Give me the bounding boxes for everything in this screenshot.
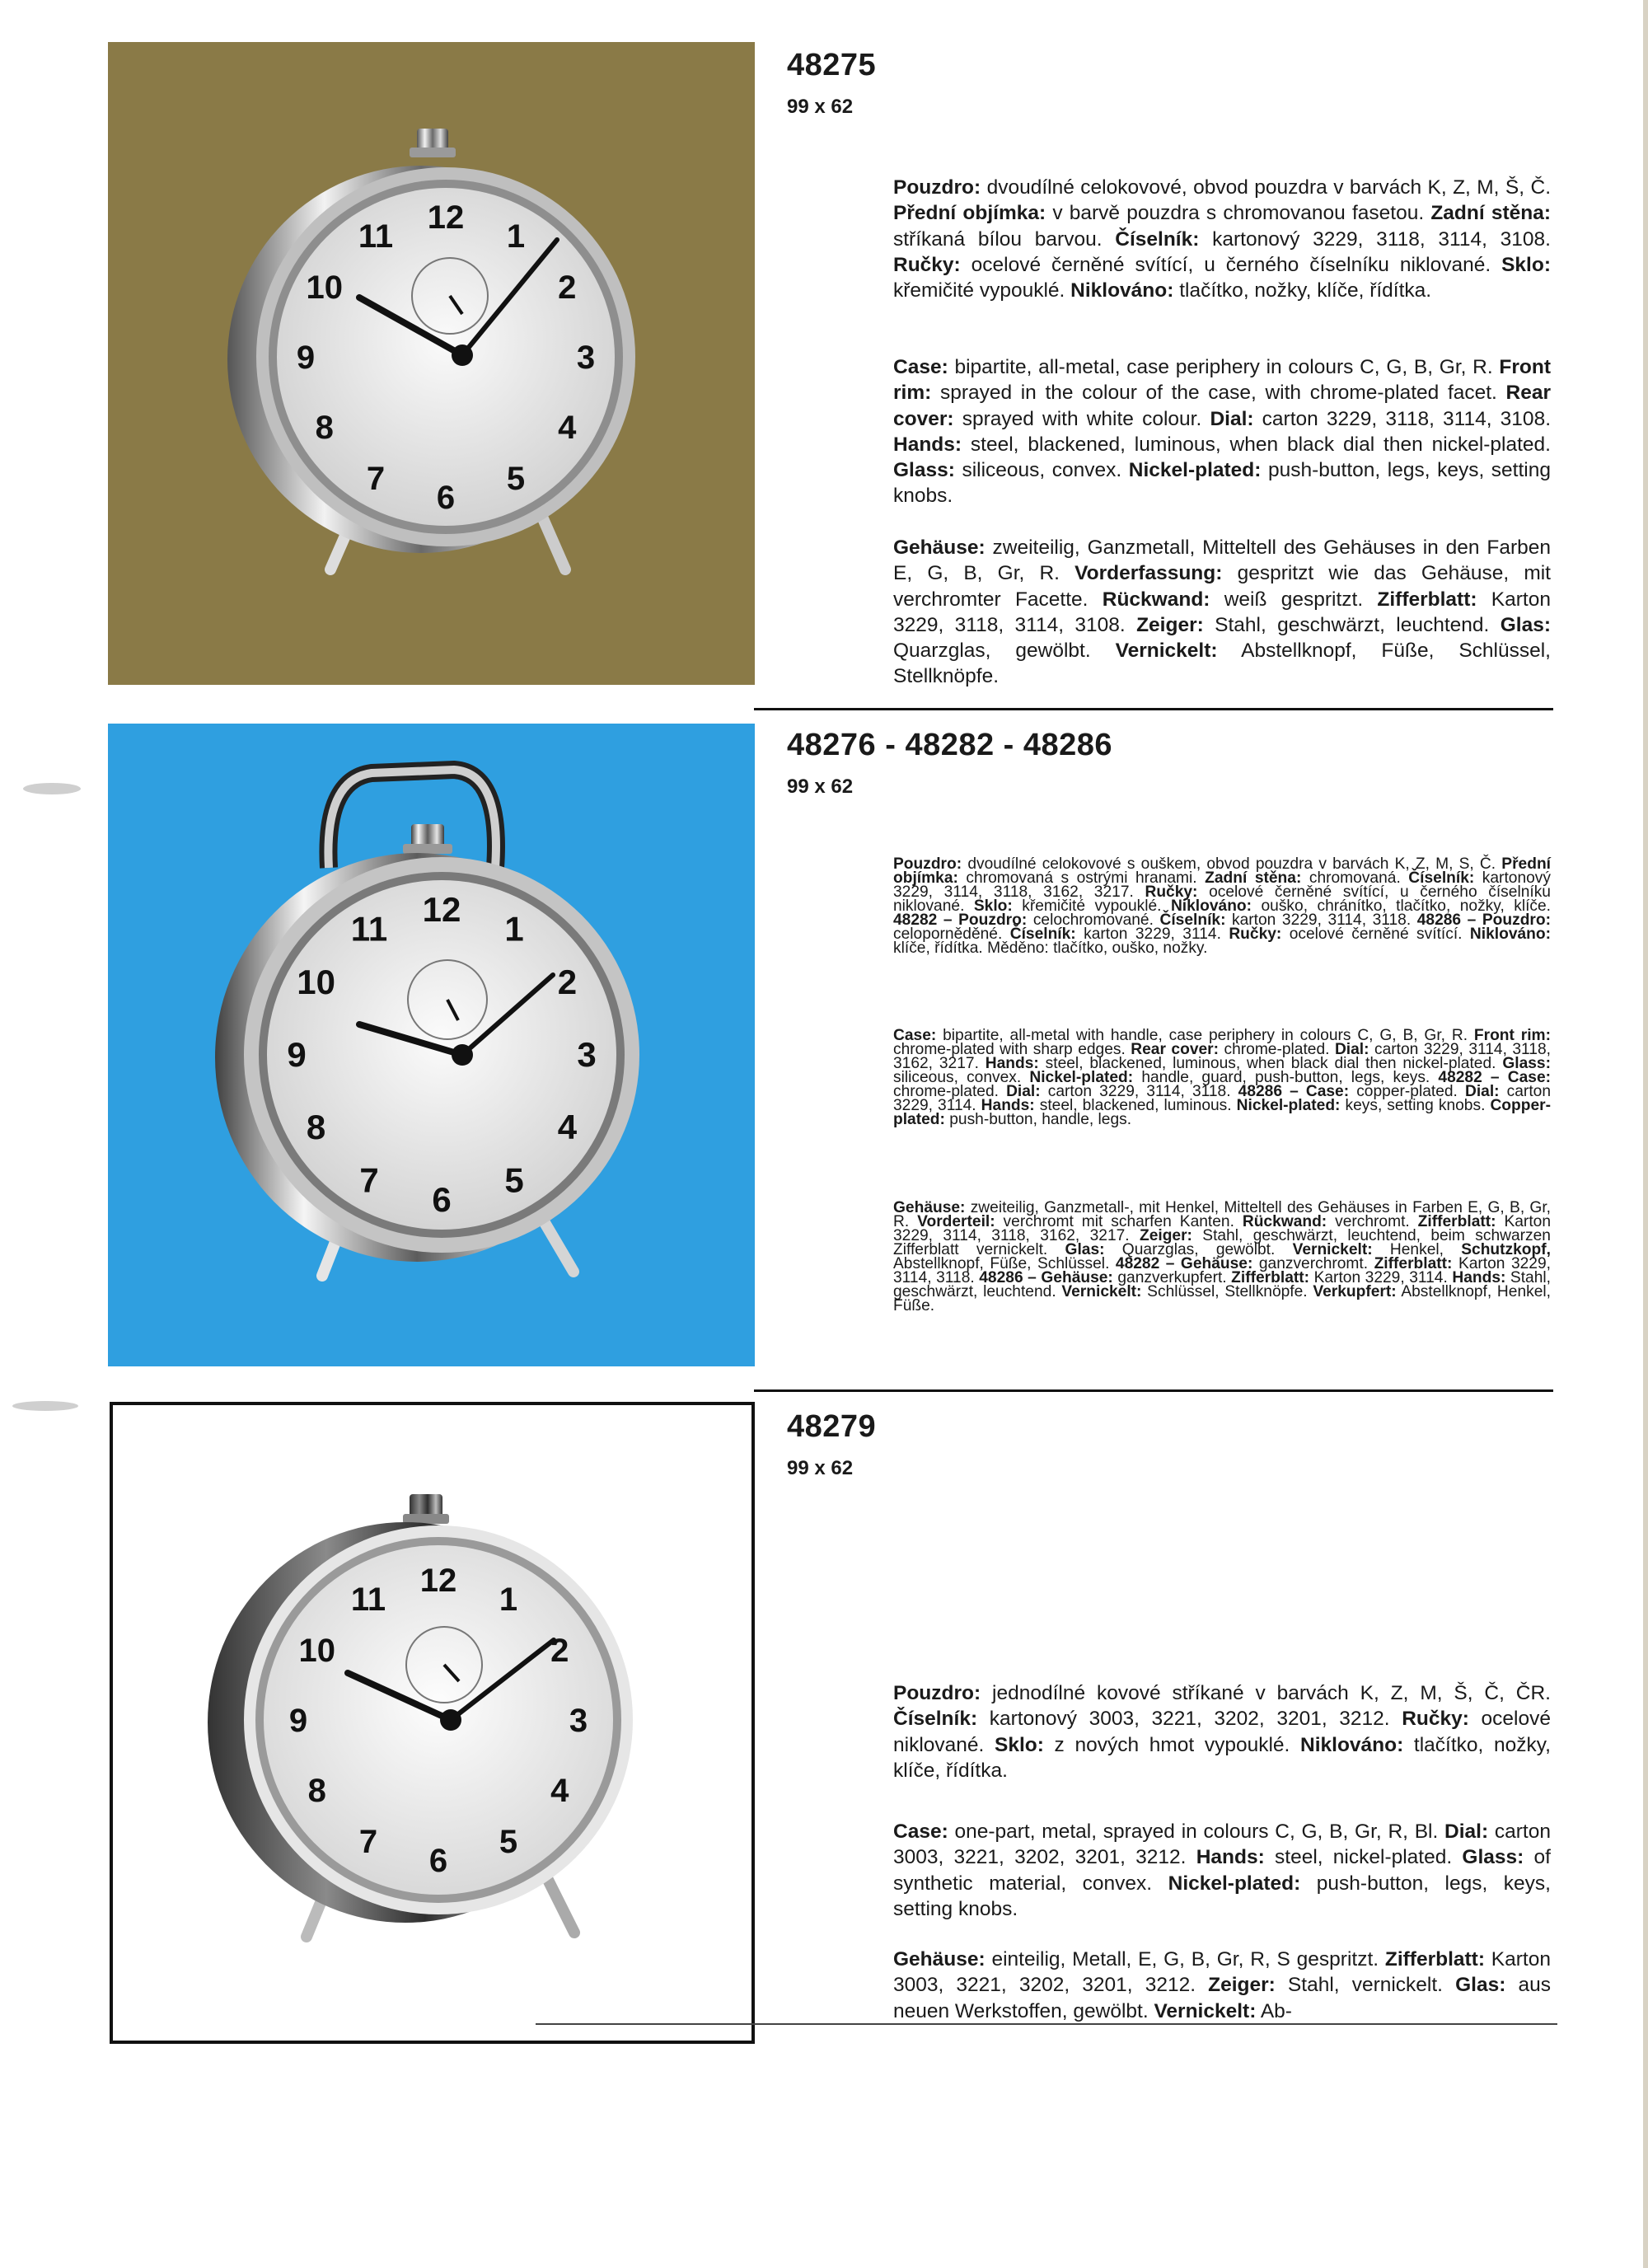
description-de — [893, 1201, 1551, 1313]
field-value: bipartite, all-metal with handle, case periphery in colours C, G, B, Gr, R. — [936, 1027, 1474, 1044]
field-label: Sklo: — [973, 897, 1013, 915]
field-label: Ručky: — [1145, 883, 1198, 901]
field-value: Stahl, vernickelt. — [1275, 1974, 1456, 1997]
field-value: sprayed in the colour of the case, with chrome-plated facet. — [931, 382, 1506, 405]
field-value: carton 3003, 3221, 3202, 3201, 3212. — [893, 1820, 1551, 1869]
field-value: zweiteilig, Ganzmetall-, mit Henkel, Mitteltell des Gehäuses in Farben E, G, B, Gr, R. — [893, 1199, 1551, 1230]
field-label: 48282 – Gehäuse: — [1115, 1255, 1253, 1272]
description-de — [893, 535, 1551, 690]
field-value: karton 3229, 3114, 3118. — [1225, 911, 1417, 929]
field-value: stříkaná bílou barvou. — [893, 227, 1116, 251]
dial-numeral: 5 — [504, 1160, 524, 1200]
field-value: push-button, handle, legs. — [944, 1111, 1132, 1128]
field-value: chromovaná. — [1301, 869, 1409, 887]
alarm-clock-image — [113, 1405, 751, 2041]
field-label: Zadní stěna: — [1430, 202, 1551, 225]
field-value: handle, guard, push-button, legs, keys. — [1133, 1069, 1439, 1086]
field-value: kartonový 3003, 3221, 3202, 3201, 3212. — [977, 1708, 1402, 1731]
field-label: Niklováno: — [1070, 279, 1174, 302]
field-value: Stahl, geschwärzt, leuchtend, beim schwarzen Zifferblatt vernickelt. — [893, 1227, 1551, 1258]
field-label: Vorderteil: — [917, 1213, 995, 1230]
scan-mark — [12, 1401, 78, 1411]
description-en — [893, 354, 1551, 509]
product-header-48276-48282-48286 — [787, 729, 1552, 797]
field-value: verchromt. — [1327, 1213, 1418, 1230]
dial-numeral: 7 — [358, 1824, 378, 1861]
field-value: karton 3229, 3114. — [1075, 925, 1229, 943]
dial-numeral: 12 — [422, 890, 461, 929]
section-divider — [754, 1389, 1553, 1392]
field-label: Gehäuse: — [893, 537, 986, 559]
field-value: v barvě pouzdra s chromovanou fasetou. — [1046, 202, 1431, 225]
field-label: Vorderfassung: — [1074, 562, 1223, 585]
product-photo-48279 — [110, 1402, 755, 2044]
field-label: 48286 – Case: — [1238, 1083, 1350, 1100]
dial-numeral: 3 — [569, 1703, 588, 1739]
field-label: Rear cover: — [893, 382, 1551, 430]
field-value: celoporněděné. — [893, 925, 1010, 943]
field-value: kartonový 3229, 3114, 3118, 3162, 3217. — [893, 869, 1551, 901]
field-value: Stahl, geschwärzt, leuchtend. — [1203, 613, 1501, 636]
field-label: Niklováno: — [1170, 897, 1252, 915]
field-label: Přední objímka: — [893, 855, 1551, 887]
field-label: Nickel-plated: — [1236, 1097, 1341, 1114]
field-label: Číselník: — [1009, 925, 1076, 943]
field-value: bipartite, all-metal, case periphery in colours C, G, B, Gr, R. — [948, 356, 1500, 378]
field-value: křemičité vypouklé. — [893, 279, 1071, 302]
field-label: Dial: — [1464, 1083, 1500, 1100]
field-value: z nových hmot vypouklé. — [1043, 1733, 1301, 1756]
field-value: aus neuen Werkstoffen, gewölbt. — [893, 1974, 1551, 2022]
field-label: Hands: — [985, 1055, 1039, 1072]
field-value: chrome-plated. — [893, 1083, 1007, 1100]
model-number: 48276 - 48282 - 48286 — [787, 728, 1113, 762]
field-label: 48286 – Gehäuse: — [979, 1269, 1113, 1286]
field-value: zweiteilig, Ganzmetall, Mitteltell des Gehäuses in den Farben E, G, B, Gr, R. — [893, 537, 1551, 585]
field-label: Nickel-plated: — [1029, 1069, 1134, 1086]
scan-mark — [23, 783, 81, 794]
field-value: dvoudílné celokovové, obvod pouzdra v barvách K, Z, M, Š, Č. — [981, 176, 1551, 199]
field-value: Karton 3003, 3221, 3202, 3201, 3212. — [893, 1948, 1551, 1997]
description-en — [893, 1819, 1551, 1922]
field-label: Glass: — [1462, 1846, 1524, 1869]
field-value: push-button, legs, keys, setting knobs. — [893, 1872, 1551, 1920]
field-label: Hands: — [1196, 1846, 1265, 1869]
dial-numeral: 4 — [550, 1773, 569, 1809]
field-value: chrome-plated. — [1219, 1041, 1335, 1058]
field-label: Niklováno: — [1300, 1733, 1404, 1756]
field-label: Rückwand: — [1102, 588, 1210, 611]
page-edge — [1643, 0, 1648, 2268]
model-size: 99 x 62 — [787, 776, 854, 798]
field-label: Glass: — [1502, 1055, 1551, 1072]
dial-numeral: 6 — [436, 480, 456, 516]
field-label: Dial: — [1334, 1041, 1369, 1058]
field-label: 48282 – Pouzdro: — [893, 911, 1028, 929]
dial-numeral: 8 — [307, 1773, 326, 1809]
field-label: Niklováno: — [1469, 925, 1552, 943]
field-value: Karton 3229, 3114, 3118, 3162, 3217. — [893, 1213, 1551, 1244]
field-label: Glas: — [1065, 1241, 1105, 1258]
field-value: ocelové černěné svítící, u černého číselníku niklované. — [960, 253, 1502, 276]
dial-numeral: 10 — [298, 1633, 336, 1669]
field-label: Verkupfert: — [1313, 1283, 1397, 1300]
field-value: chromovaná s ostrými hranami. — [957, 869, 1206, 887]
field-label: Gehäuse: — [893, 1199, 966, 1216]
field-value: steel, blackened, luminous, when black dial then nickel-plated. — [962, 433, 1551, 456]
field-label: Sklo: — [994, 1733, 1044, 1756]
field-value: tlačítko, nožky, klíče, řídítka. — [893, 1733, 1551, 1782]
field-label: Copper-plated: — [893, 1097, 1551, 1128]
description-cz — [893, 857, 1551, 955]
field-value: carton 3229, 3114, 3118. — [1040, 1083, 1238, 1100]
product-header-48279 — [787, 1411, 1552, 1478]
torn-page-edge — [536, 2023, 1557, 2025]
dial-numeral: 3 — [576, 340, 596, 376]
field-value: celochromované. — [1027, 911, 1160, 929]
field-value: Abstellknopf, Füße, Schlüssel. — [893, 1255, 1116, 1272]
field-label: Ručky: — [893, 253, 961, 276]
field-label: Číselník: — [893, 1708, 978, 1731]
dial-numeral: 2 — [550, 1633, 569, 1669]
dial-numeral: 11 — [350, 1581, 386, 1618]
dial-numeral: 7 — [359, 1160, 379, 1200]
field-value: Stahl, geschwärzt, leuchtend. — [893, 1269, 1551, 1300]
field-value: ganzverchromt. — [1252, 1255, 1374, 1272]
dial-numeral: 8 — [315, 410, 334, 446]
field-label: Číselník: — [1408, 869, 1475, 887]
model-size: 99 x 62 — [787, 1457, 854, 1479]
field-value: klíče, řídítka. Měděno: tlačítko, ouško, nožky. — [893, 940, 1208, 957]
field-label: Vernickelt: — [1061, 1283, 1142, 1300]
field-value: steel, nickel-plated. — [1264, 1846, 1463, 1869]
field-value: Karton 3229, 3114. — [1309, 1269, 1453, 1286]
field-value: jednodílné kovové stříkané v barvách K, Z, M, Š, Č, ČR. — [981, 1682, 1551, 1704]
field-label: Hands: — [1452, 1269, 1506, 1286]
description-cz — [893, 1680, 1551, 1783]
field-value: Abstellknopf, Füße, Schlüssel, Stellknöpfe. — [893, 640, 1551, 688]
dial-numeral: 10 — [306, 269, 344, 306]
field-label: Vernickelt: — [1292, 1241, 1373, 1258]
field-value: one-part, metal, sprayed in colours C, G, B, Gr, R, Bl. — [948, 1820, 1445, 1843]
description-en — [893, 1029, 1551, 1127]
field-value: ganzverkupfert. — [1112, 1269, 1232, 1286]
model-size: 99 x 62 — [787, 96, 854, 118]
field-label: Zifferblatt: — [1384, 1948, 1485, 1970]
field-label: Case: — [893, 1820, 948, 1843]
field-label: 48282 – Case: — [1438, 1069, 1552, 1086]
dial-numeral: 5 — [499, 1824, 518, 1861]
field-value: Quarzglas, gewölbt. — [1104, 1241, 1293, 1258]
field-value: siliceous, convex. — [954, 459, 1129, 482]
dial-numeral: 9 — [296, 340, 316, 376]
field-label: Zeiger: — [1208, 1974, 1276, 1997]
field-value: carton 3229, 3114. — [893, 1083, 1551, 1114]
dial-numeral: 1 — [506, 218, 526, 255]
field-value: sprayed with white colour. — [953, 407, 1210, 430]
field-label: Glas: — [1500, 613, 1551, 636]
dial-numeral: 3 — [577, 1035, 597, 1074]
field-value: Karton 3229, 3118, 3114, 3108. — [893, 588, 1551, 636]
field-value: carton 3229, 3118, 3114, 3108. — [1253, 407, 1551, 430]
alarm-clock-image — [108, 42, 755, 685]
field-label: Front rim: — [893, 356, 1551, 405]
model-number: 48275 — [787, 48, 877, 82]
field-label: Gehäuse: — [893, 1948, 986, 1970]
field-label: Zifferblatt: — [1377, 588, 1477, 611]
field-value: copper-plated. — [1349, 1083, 1465, 1100]
dial-numeral: 4 — [557, 1108, 578, 1146]
field-label: Nickel-plated: — [1128, 459, 1262, 482]
field-label: Zeiger: — [1139, 1227, 1192, 1244]
field-value: steel, blackened, luminous, when black dial then nickel-plated. — [1038, 1055, 1503, 1072]
field-label: Číselník: — [1159, 911, 1226, 929]
section-divider — [754, 708, 1553, 710]
field-label: Vernickelt: — [1115, 640, 1218, 663]
field-label: Vernickelt: — [1154, 1999, 1257, 2022]
dial-numeral: 11 — [350, 909, 388, 949]
field-value: Abstellknopf, Henkel, Füße. — [893, 1283, 1551, 1314]
field-label: Nickel-plated: — [1168, 1872, 1301, 1895]
field-value: dvoudílné celokovové s ouškem, obvod pouzdra v barvách K, Z, M, S, Č. — [962, 855, 1502, 873]
field-label: Pouzdro: — [893, 855, 962, 873]
dial-numeral: 1 — [504, 909, 524, 949]
dial-numeral: 7 — [366, 461, 386, 498]
field-label: Zadní stěna: — [1205, 869, 1302, 887]
field-label: Front rim: — [1473, 1027, 1551, 1044]
field-label: Hands: — [893, 433, 962, 456]
dial-numeral: 1 — [499, 1581, 518, 1618]
field-value: chrome-plated with sharp edges. — [893, 1041, 1131, 1058]
dial-numeral: 8 — [306, 1108, 326, 1146]
field-label: Pouzdro: — [893, 1682, 981, 1704]
field-label: Zifferblatt: — [1231, 1269, 1310, 1286]
field-value: push-button, legs, keys, setting knobs. — [893, 459, 1551, 508]
field-value: ocelové černěné svítící. — [1281, 925, 1470, 943]
field-value: ocelové černěné svítící, u černého číselníku niklované. — [893, 883, 1551, 915]
product-photo-48275 — [108, 42, 755, 685]
field-label: Dial: — [1444, 1820, 1489, 1843]
field-label: Zifferblatt: — [1417, 1213, 1496, 1230]
field-label: Schutzkopf, — [1461, 1241, 1551, 1258]
field-value: Henkel, — [1372, 1241, 1462, 1258]
field-label: Zifferblatt: — [1374, 1255, 1453, 1272]
field-label: Glas: — [1455, 1974, 1506, 1997]
field-value: of synthetic material, convex. — [893, 1846, 1551, 1895]
dial-numeral: 5 — [506, 461, 526, 498]
field-label: Pouzdro: — [893, 176, 981, 199]
field-label: Rückwand: — [1242, 1213, 1327, 1230]
field-label: Ručky: — [1402, 1708, 1469, 1731]
dial-numeral: 6 — [432, 1180, 452, 1219]
field-label: 48286 – Pouzdro: — [1416, 911, 1551, 929]
field-value: steel, blackened, luminous. — [1034, 1097, 1237, 1114]
alarm-clock-image — [108, 724, 755, 1366]
field-value: křemičité vypouklé. — [1012, 897, 1171, 915]
field-label: Číselník: — [1115, 227, 1200, 251]
field-label: Case: — [893, 1027, 937, 1044]
field-value: ouško, chránítko, tlačítko, nožky, klíče. — [1252, 897, 1552, 915]
dial-numeral: 9 — [287, 1035, 307, 1074]
field-label: Hands: — [981, 1097, 1035, 1114]
product-photo-48276 — [108, 724, 755, 1366]
field-value: verchromt mit scharfen Kanten. — [995, 1213, 1243, 1230]
field-value: kartonový 3229, 3118, 3114, 3108. — [1199, 227, 1551, 251]
field-label: Case: — [893, 356, 948, 378]
field-value: Quarzglas, gewölbt. — [893, 640, 1116, 663]
field-value: keys, setting knobs. — [1340, 1097, 1491, 1114]
field-label: Dial: — [1006, 1083, 1041, 1100]
field-value: gespritzt wie das Gehäuse, mit verchromter Facette. — [893, 562, 1551, 611]
dial-numeral: 2 — [557, 963, 578, 1001]
field-label: Rear cover: — [1131, 1041, 1220, 1058]
dial-numeral: 12 — [419, 1563, 457, 1599]
dial-numeral: 2 — [558, 269, 577, 306]
field-label: Glass: — [893, 459, 955, 482]
dial-numeral: 6 — [428, 1843, 448, 1879]
field-value: Schlüssel, Stellknöpfe. — [1141, 1283, 1313, 1300]
dial-numeral: 11 — [358, 218, 394, 255]
field-value: carton 3229, 3114, 3118, 3162, 3217. — [893, 1041, 1551, 1072]
product-header-48275 — [787, 49, 1552, 117]
field-value: weiß gespritzt. — [1210, 588, 1378, 611]
field-value: ocelové niklované. — [893, 1708, 1551, 1756]
model-number: 48279 — [787, 1409, 877, 1444]
dial-numeral: 10 — [297, 963, 335, 1001]
field-label: Zeiger: — [1136, 613, 1204, 636]
field-value: siliceous, convex. — [893, 1069, 1030, 1086]
field-label: Přední objímka: — [893, 202, 1046, 225]
field-label: Ručky: — [1229, 925, 1282, 943]
dial-numeral: 12 — [427, 199, 465, 236]
dial-numeral: 9 — [288, 1703, 308, 1739]
dial-numeral: 4 — [558, 410, 577, 446]
field-label: Dial: — [1210, 407, 1254, 430]
field-value: einteilig, Metall, E, G, B, Gr, R, S gespritzt. — [985, 1948, 1385, 1970]
description-de — [893, 1947, 1551, 2022]
field-value: tlačítko, nožky, klíče, řídítka. — [1173, 279, 1432, 302]
field-label: Sklo: — [1501, 253, 1551, 276]
field-value: Ab- — [1256, 1999, 1292, 2022]
field-value: Karton 3229, 3114, 3118. — [893, 1255, 1551, 1286]
description-cz — [893, 175, 1551, 303]
